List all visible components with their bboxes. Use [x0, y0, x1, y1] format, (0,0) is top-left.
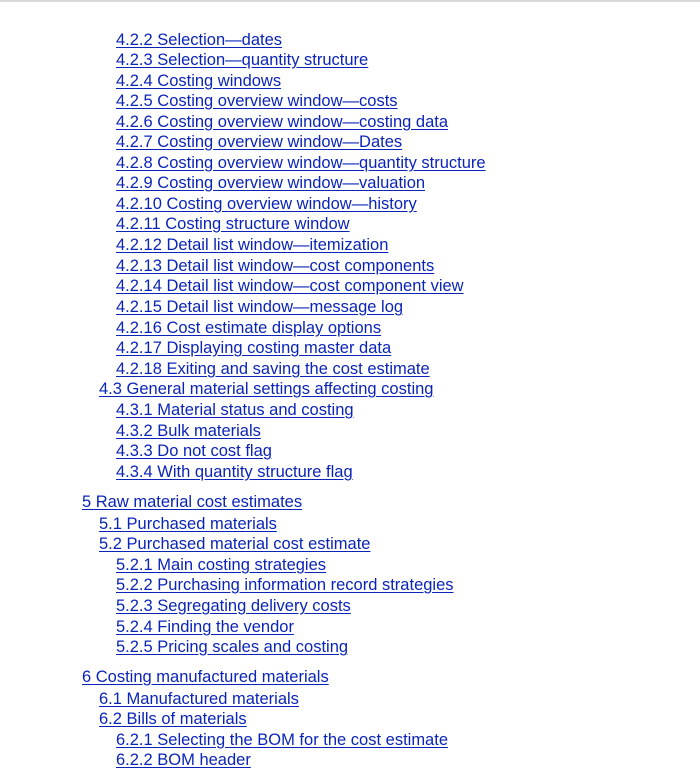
- toc-link[interactable]: 4.3.3 Do not cost flag: [116, 442, 272, 460]
- toc-link[interactable]: 5.2.3 Segregating delivery costs: [116, 597, 351, 615]
- toc-link[interactable]: 4.3.1 Material status and costing: [116, 401, 354, 419]
- toc-link[interactable]: 6.1 Manufactured materials: [99, 690, 299, 708]
- toc-link[interactable]: 4.2.7 Costing overview window—Dates: [116, 133, 403, 151]
- toc-link[interactable]: 4.2.11 Costing structure window: [116, 215, 350, 233]
- toc-link[interactable]: 4.2.17 Displaying costing master data: [116, 339, 392, 357]
- toc-link[interactable]: 4.2.3 Selection—quantity structure: [116, 51, 369, 69]
- toc-link[interactable]: 4.2.15 Detail list window—message log: [116, 298, 404, 316]
- toc-link[interactable]: 4.2.5 Costing overview window—costs: [116, 92, 398, 110]
- toc-link[interactable]: 4.2.9 Costing overview window—valuation: [116, 174, 426, 192]
- toc-link[interactable]: 4.2.6 Costing overview window—costing data: [116, 113, 449, 131]
- toc-link[interactable]: 4.2.16 Cost estimate display options: [116, 319, 382, 337]
- toc-link[interactable]: 4.2.13 Detail list window—cost components: [116, 257, 435, 275]
- toc-link[interactable]: 5.2.1 Main costing strategies: [116, 556, 327, 574]
- toc-link[interactable]: 5.2 Purchased material cost estimate: [99, 535, 371, 553]
- toc-link[interactable]: 6.2.2 BOM header: [116, 751, 251, 769]
- toc-link[interactable]: 4.2.18 Exiting and saving the cost estimate: [116, 360, 430, 378]
- toc-link[interactable]: 4.2.2 Selection—dates: [116, 31, 283, 49]
- toc-chapter-link[interactable]: 5 Raw material cost estimates: [82, 493, 303, 511]
- toc-chapter-link[interactable]: 6 Costing manufactured materials: [82, 668, 329, 686]
- toc-link[interactable]: 4.2.12 Detail list window—itemization: [116, 236, 389, 254]
- toc-link[interactable]: 4.2.8 Costing overview window—quantity structure: [116, 154, 486, 172]
- toc-link[interactable]: 4.3.2 Bulk materials: [116, 422, 261, 440]
- toc-link[interactable]: 4.3 General material settings affecting costing: [99, 380, 434, 398]
- toc-link[interactable]: 5.2.2 Purchasing information record strategies: [116, 576, 454, 594]
- toc-link[interactable]: 4.2.4 Costing windows: [116, 72, 282, 90]
- toc-link[interactable]: 4.3.4 With quantity structure flag: [116, 463, 353, 481]
- toc-link[interactable]: 6.2 Bills of materials: [99, 710, 247, 728]
- toc-link[interactable]: 5.1 Purchased materials: [99, 515, 277, 533]
- toc-link[interactable]: 4.2.14 Detail list window—cost component view: [116, 277, 464, 295]
- toc-link[interactable]: 4.2.10 Costing overview window—history: [116, 195, 417, 213]
- toc-link[interactable]: 5.2.5 Pricing scales and costing: [116, 638, 349, 656]
- toc-link[interactable]: 5.2.4 Finding the vendor: [116, 618, 294, 636]
- toc-link[interactable]: 6.2.1 Selecting the BOM for the cost estimate: [116, 731, 448, 749]
